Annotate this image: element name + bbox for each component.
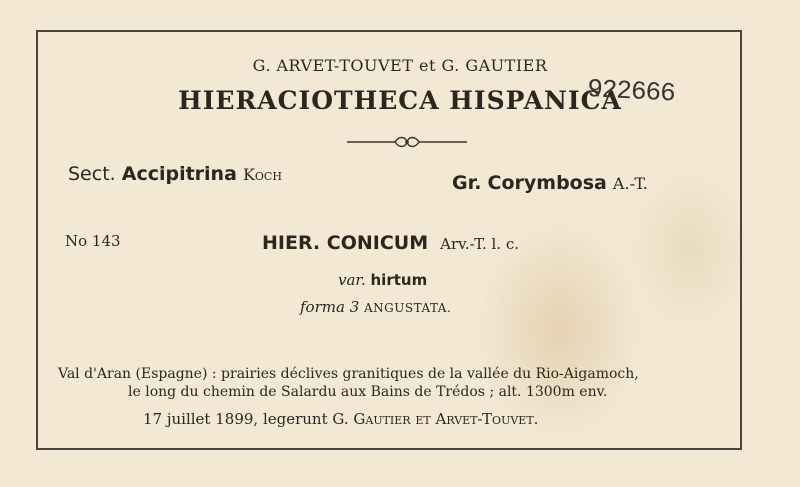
- section-line: [68, 163, 282, 185]
- species-author: Arv.-T. l. c.: [440, 235, 520, 253]
- group-prefix: Gr.: [452, 172, 482, 194]
- variety-prefix: var.: [338, 271, 366, 289]
- locality-line-2: le long du chemin de Salardu aux Bains de Trédos ; alt. 1300m env.: [128, 384, 608, 400]
- accession-number-stamp: 922666: [586, 74, 676, 109]
- variety-name: hirtum: [370, 271, 428, 289]
- group-name: Corymbosa: [487, 172, 607, 194]
- group-author: A.-T.: [612, 174, 648, 193]
- forma-prefix: forma 3: [300, 298, 360, 316]
- locality-line-1: Val d'Aran (Espagne) : prairies déclives granitiques de la vallée du Rio-Aigamoch,: [58, 366, 639, 382]
- specimen-number: No 143: [65, 232, 121, 250]
- collection-date: 17 juillet 1899, legerunt: [143, 410, 328, 428]
- authors-line: G. ARVET-TOUVET et G. GAUTIER: [252, 56, 548, 75]
- section-name: Accipitrina: [121, 163, 237, 185]
- forma-line: [300, 298, 451, 316]
- species-name: HIER. CONICUM: [262, 232, 429, 254]
- collection-date-line: [143, 410, 538, 428]
- section-prefix: Sect.: [68, 163, 116, 185]
- species-line: [262, 232, 519, 254]
- collectors: G. Gautier et Arvet-Touvet.: [332, 410, 539, 428]
- variety-line: [338, 271, 427, 289]
- forma-name: ANGUSTATA.: [364, 301, 452, 315]
- collection-title: HIERACIOTHECA HISPANICA: [178, 86, 622, 115]
- section-author: Koch: [242, 165, 282, 184]
- group-line: [452, 172, 648, 194]
- ornament-divider: [347, 134, 467, 150]
